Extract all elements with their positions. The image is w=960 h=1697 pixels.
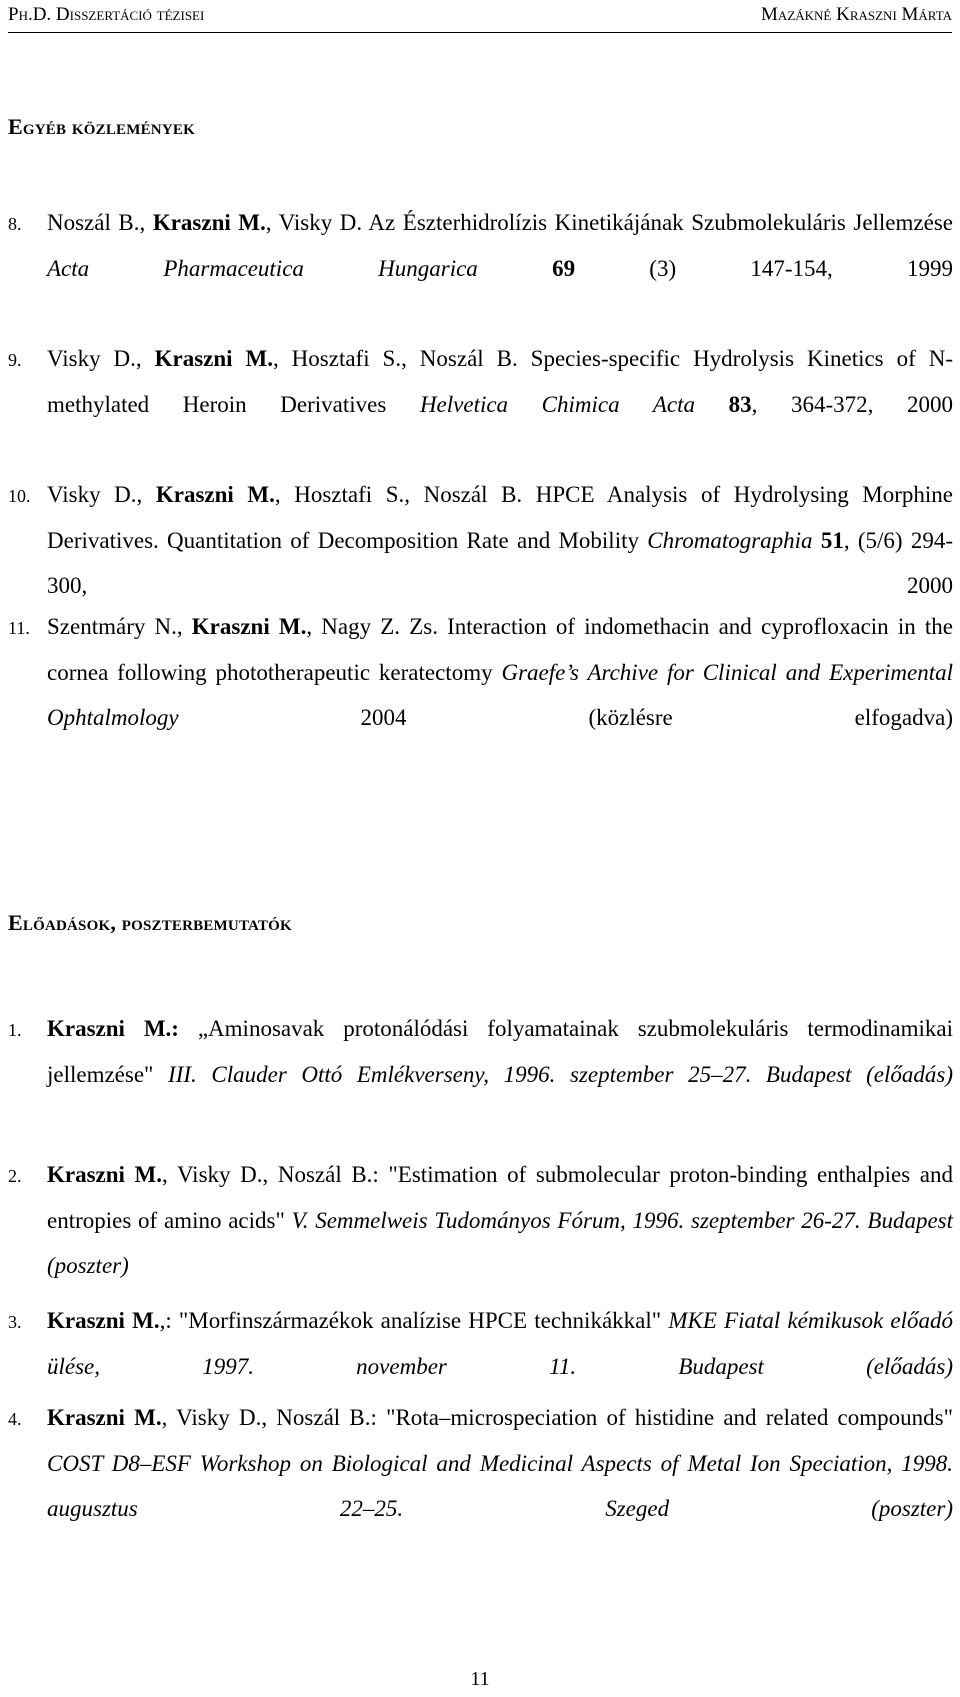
author-highlight: Kraszni M.	[155, 482, 275, 507]
entry-citation	[47, 336, 953, 473]
citation-text: , Nagy Z. Zs. Interaction of indomethacin and cyprofloxacin in the cornea following phototherapeutic keratectomy	[47, 614, 953, 685]
venue-title: V. Semmelweis Tudományos Fórum, 1996. szeptember 26-27. Budapest (poszter)	[47, 1207, 953, 1278]
entry-number: 2.	[8, 1166, 22, 1186]
venue-title: Acta Pharmaceutica Hungarica	[47, 255, 478, 281]
author-highlight: Kraszni M.	[47, 1308, 160, 1333]
author-highlight: Kraszni M.	[152, 210, 266, 235]
citation-text: „Aminosavak protonálódási folyamatainak szubmolekuláris termodinamikai jellemzése"	[47, 1016, 953, 1087]
citation-text: Noszál B.,	[47, 210, 153, 235]
citation-text: , Hosztafi S., Noszál B. Species-specific Hydrolysis Kinetics of N-methylated Heroin Derivatives	[47, 346, 953, 417]
publication-entry	[8, 336, 953, 473]
citation-text: , 364-372, 2000	[751, 391, 953, 417]
header-author: Mazákné Kraszni Márta	[761, 4, 952, 25]
running-header	[8, 0, 952, 33]
entry-number: 9.	[8, 350, 22, 370]
venue-title: III. Clauder Ottó Emlékverseny, 1996. szeptember 25–27. Budapest (előadás)	[168, 1061, 953, 1087]
citation-text: (3) 147-154, 1999	[575, 255, 954, 281]
citation-text: , Visky D. Az Észterhidrolízis Kinetikájának Szubmolekuláris Jellemzése	[265, 210, 953, 235]
citation-text: Visky D.,	[47, 346, 155, 371]
venue-title: MKE Fiatal kémikusok előadó ülése, 1997. november 11. Budapest (előadás)	[47, 1308, 954, 1379]
presentation-entry	[8, 1395, 953, 1577]
author-highlight: 51	[820, 527, 844, 553]
author-highlight: Kraszni M.	[47, 1162, 163, 1187]
venue-title: Helvetica Chimica Acta	[419, 391, 695, 417]
citation-text: , (5/6) 294-300, 2000	[47, 527, 954, 598]
entry-number: 8.	[8, 214, 22, 234]
entry-number: 11.	[8, 618, 30, 638]
citation-text: , Visky D., Noszál B.: "Estimation of submolecular proton-binding enthalpies and entropies of amino acids"	[47, 1162, 953, 1233]
section-title-presentations: Előadások, poszterbemutatók	[8, 910, 292, 935]
page-number: 11	[470, 1668, 490, 1690]
citation-text: 2004 (közlésre elfogadva)	[178, 705, 953, 730]
publication-entry	[8, 200, 953, 337]
entry-number: 1.	[8, 1020, 22, 1040]
author-highlight: 83	[728, 391, 752, 417]
venue-title: Chromatographia	[647, 527, 813, 553]
section-title-other-publications: Egyéb közlemények	[8, 114, 195, 139]
citation-text	[695, 392, 729, 417]
author-highlight: Kraszni M.	[191, 614, 307, 639]
publication-entry	[8, 604, 953, 786]
author-highlight: 69	[552, 255, 576, 281]
entry-citation	[47, 1006, 953, 1143]
citation-text	[478, 256, 552, 281]
entry-citation	[47, 200, 953, 337]
author-highlight: Kraszni M.	[47, 1405, 162, 1430]
citation-text: , Visky D., Noszál B.: "Rota–microspeciation of histidine and related compounds"	[161, 1405, 953, 1430]
header-thesis-title: Ph.D. Disszertáció tézisei	[8, 4, 205, 25]
venue-title: Graefe’s Archive for Clinical and Experimental Ophtalmology	[47, 659, 953, 730]
entry-citation	[47, 1395, 953, 1577]
citation-text: Szentmáry N.,	[47, 614, 192, 639]
entry-number: 10.	[8, 486, 31, 506]
author-highlight: Kraszni M.	[154, 346, 273, 371]
venue-title: COST D8–ESF Workshop on Biological and Medicinal Aspects of Metal Ion Speciation, 1998. augusztus 22–25. Szeged (poszter)	[47, 1450, 953, 1521]
citation-text	[813, 528, 821, 553]
presentation-entry	[8, 1006, 953, 1143]
entry-number: 4.	[8, 1409, 22, 1429]
entry-citation	[47, 604, 953, 786]
entry-number: 3.	[8, 1312, 22, 1332]
author-highlight: Kraszni M.:	[47, 1016, 179, 1041]
citation-text: , Hosztafi S., Noszál B. HPCE Analysis of Hydrolysing Morphine Derivatives. Quantitation of Decomposition Rate and Mobility	[47, 482, 954, 553]
citation-text: Visky D.,	[47, 482, 156, 507]
citation-text: ,: "Morfinszármazékok analízise HPCE technikákkal"	[159, 1308, 669, 1333]
